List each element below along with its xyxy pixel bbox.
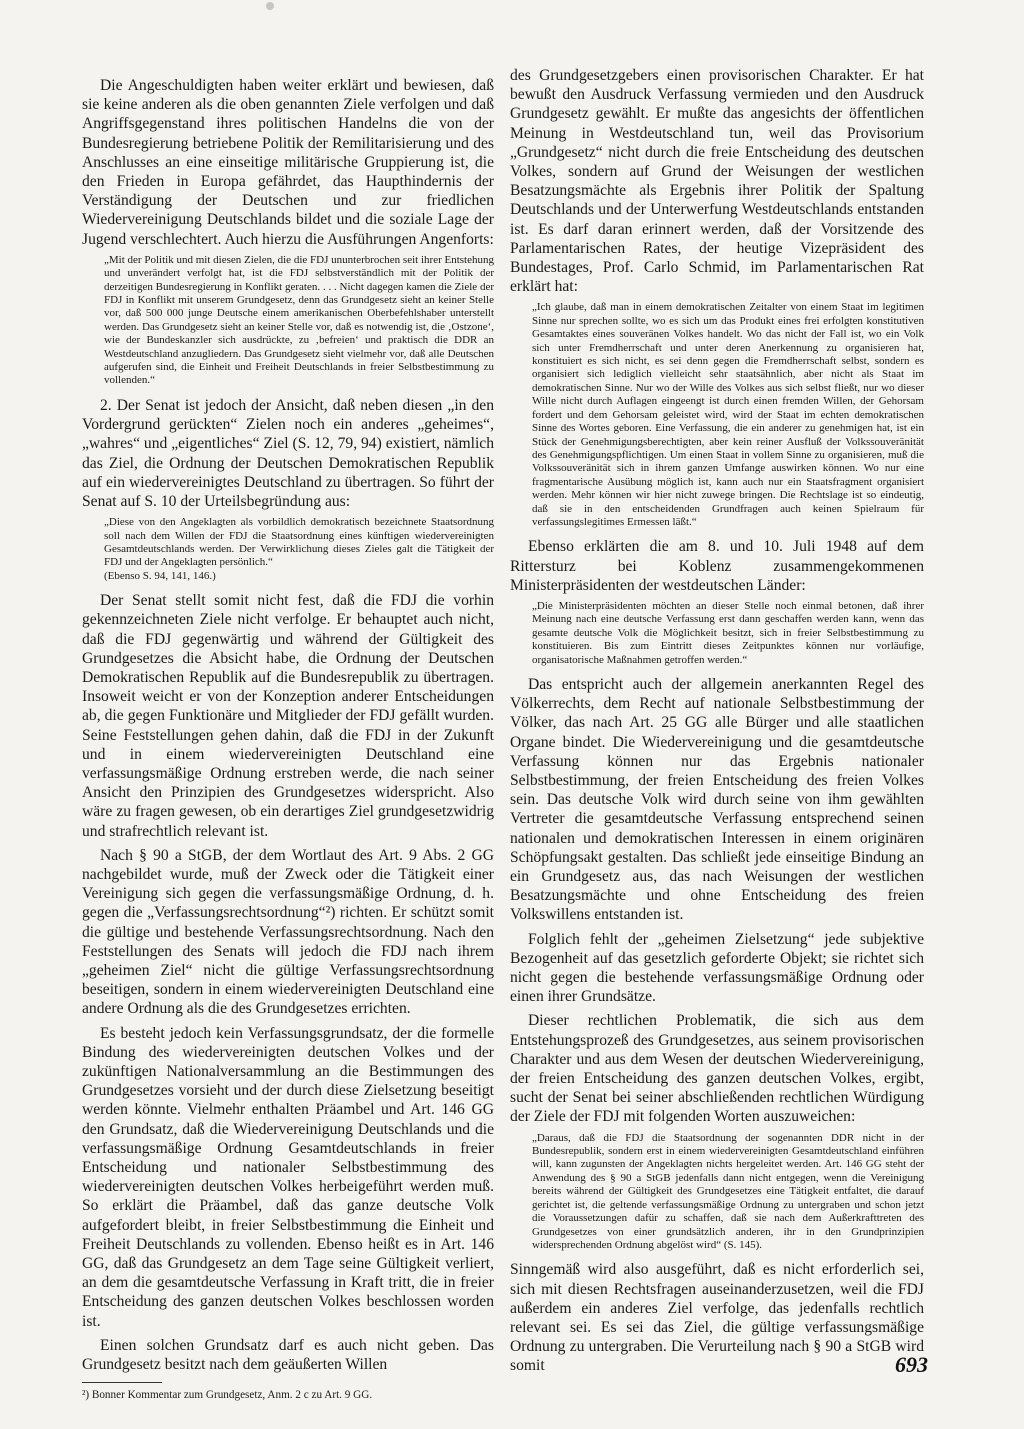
quote-text: „Diese von den Angeklagten als vorbildlich demokratisch bezeichnete Staatsordnung soll nach dem Willen der FDJ die Staatsordnung eines künftigen wiedervereinigten Gesamtdeutschlands werden. Der Verwirklichung dieses Zieles galt die Tätigkeit der FDJ und der Angeklagten persönlich.“ bbox=[104, 516, 494, 569]
paragraph: 2. Der Senat ist jedoch der Ansicht, daß neben diesen „in den Vordergrund gerückten“ Zielen noch ein anderes „geheimes“, „wahres“ und „eigentliches“ Ziel (S. 12, 79, 94) existiert, nämlich das Ziel, die Ordnung der Deutschen Demokratischen Republik auf ein wiedervereinigtes Deutschland zu übertragen. So führt der Senat auf S. 10 der Urteilsbegründung aus: bbox=[82, 396, 494, 510]
paragraph: Der Senat stellt somit nicht fest, daß die FDJ die vorhin gekennzeichneten Ziele nicht verfolge. Er behauptet auch nicht, daß die FDJ gegenwärtig und während der Gültigkeit des Grundgesetzes die Absicht habe, die Ordnung der Deutschen Demokratischen Republik auf die Bundesrepublik zu übertragen. Insoweit weicht er von der Konzeption anderer Entscheidungen ab, die gegen Funktionäre und Mitglieder der FDJ gefällt wurden. Seine Feststellungen gehen dahin, daß die FDJ in der Zukunft und in einem wiedervereinigten Deutschland eine verfassungsmäßige Ordnung erstreben werde, die nach seiner Ansicht den Prinzipien des Grundgesetzes widerspricht. Also wäre zu fragen gewesen, ob ein derartiges Ziel grundgesetzwidrig und strafrechtlich relevant ist. bbox=[82, 592, 494, 840]
paragraph: Sinngemäß wird also ausgeführt, daß es nicht erforderlich sei, sich mit diesen Rechtsfragen auseinanderzusetzen, weil die FDJ außerdem ein anderes Ziel verfolge, das jedenfalls rechtlich relevant sei. Es sei das Ziel, die gültige verfassungsmäßige Ordnung zu untergraben. Die Verurteilung nach § 90 a StGB wird somit bbox=[510, 1261, 924, 1375]
page-number: 693 bbox=[895, 1352, 928, 1377]
block-quote: „Mit der Politik und mit diesen Zielen, die die FDJ ununterbrochen seit ihrer Entstehung und unverändert verfolgt hat, ist die FDJ selbstverständlich mit der Politik der derzeitigen Bundesregierung in Konflikt geraten. . . . Nicht dagegen kamen die Ziele der FDJ in Konflikt mit unserem Grundgesetz, denn das Grundgesetz sieht an keiner Stelle vor, daß 500 000 junge Deutsche einem amerikanischen Oberbefehlshaber unterstellt werden. Das Grundgesetz sieht an keiner Stelle vor, daß es notwendig ist, die ‚Ostzone‘, wie der Bundeskanzler sich ausdrückte, zu ‚befreien‘ und praktisch die DDR an Westdeutschland anzugliedern. Das Grundgesetz sieht vielmehr vor, daß alle Deutschen aufgerufen sind, die Einheit und Freiheit Deutschlands in freier Selbstbestimmung zu vollenden.“ bbox=[104, 253, 494, 387]
block-quote bbox=[82, 516, 494, 583]
paragraph: Es besteht jedoch kein Verfassungsgrundsatz, der die formelle Bindung des wiedervereinigten deutschen Volkes und der zukünftigen Nationalversammlung an die Bestimmungen des Grundgesetzes vorsieht und der durch diese Zielsetzung beseitigt werden könnte. Vielmehr enthalten Präambel und Art. 146 GG den Grundsatz, daß die Wiedervereinigung Deutschlands und die verfassungsmäßige Ordnung Gesamtdeutschlands in freier Entscheidung und nationaler Selbstbestimmung des wiedervereinigten deutschen Volkes herbeigeführt werden muß. So erklärt die Präambel, daß das ganze deutsche Volk aufgefordert bleibt, in freier Selbstbestimmung die Einheit und Freiheit Deutschlands zu vollenden. Ebenso heißt es in Art. 146 GG, daß das Grundgesetz an dem Tage seine Gültigkeit verliert, an dem die gesamtdeutsche Verfassung in Kraft tritt, die in freier Entscheidung des ganzen deutschen Volkes beschlossen worden ist. bbox=[82, 1024, 494, 1330]
footnote-divider bbox=[82, 1382, 162, 1383]
quote-source: (Ebenso S. 94, 141, 146.) bbox=[104, 569, 216, 582]
paragraph: Folglich fehlt der „geheimen Zielsetzung“ jede subjektive Bezogenheit auf das gesetzlich geforderte Objekt; sie richtet sich nicht gegen die bestehende verfassungsmäßige Ordnung oder einen ihrer Grundsätze. bbox=[510, 930, 924, 1006]
paragraph: Dieser rechtlichen Problematik, die sich aus dem Entstehungsprozeß des Grundgesetzes, aus seinem provisorischen Charakter und aus dem Wesen der deutschen Wiedervereinigung, der freien Entscheidung des ganzen deutschen Volkes, ergibt, sucht der Senat bei seiner abschließenden rechtlichen Würdigung der Ziele der FDJ mit folgenden Worten auszuweichen: bbox=[510, 1012, 924, 1126]
paragraph: des Grundgesetzgebers einen provisorischen Charakter. Er hat bewußt den Ausdruck Verfassung vermieden und den Ausdruck Grundgesetz gewählt. Er mußte das angesichts der öffentlichen Meinung in Westdeutschland tun, weil das Provisorium „Grundgesetz“ nicht durch die freie Entscheidung des deutschen Volkes, sondern auf Grund der Weisungen der westlichen Besatzungsmächte als Ergebnis ihrer Politik der Spaltung Deutschlands und der Unterwerfung Westdeutschlands entstanden ist. Es darf daran erinnert werden, daß der Vorsitzende des Parlamentarischen Rates, der heutige Vizepräsident des Bundestages, Prof. Carlo Schmid, im Parlamentarischen Rat erklärt hat: bbox=[510, 67, 924, 296]
block-quote: „Die Ministerpräsidenten möchten an dieser Stelle noch einmal betonen, daß ihrer Meinung nach eine deutsche Verfassung erst dann geschaffen werden kann, wenn das gesamte deutsche Volk die Möglichkeit besitzt, sich in freier Selbstbestimmung zu konstituieren. Bis zum Eintritt dieses Zeitpunktes können nur vorläufige, organisatorische Maßnahmen getroffen werden.“ bbox=[532, 599, 924, 666]
block-quote: „Ich glaube, daß man in einem demokratischen Zeitalter von einem Staat im legitimen Sinne nur sprechen sollte, wo es sich um das Produkt eines frei erfolgten konstitutiven Gesamtaktes eines souveränen Volkes handelt. Wo das nicht der Fall ist, wo ein Volk sich unter Fremdherrschaft und unter deren Anerkennung zu organisieren hat, konstituiert es sich nicht, es sei denn gegen die Fremdherrschaft selbst, sondern es organisiert sich lediglich vielleicht sehr staatsähnlich, aber nicht als Staat im demokratischen Sinne. Nur wo der Wille des Volkes aus sich selbst fließt, nur wo dieser Wille nicht durch Auflagen eingeengt ist durch einen fremden Willen, der Gehorsam fordert und dem Gehorsam geleistet wird, wird der Staat im echten demokratischen Sinne des Wortes geboren. Eine Verfassung, die ein anderer zu genehmigen hat, ist ein Stück der Genehmigungsberechtigten, aber kein reiner Ausfluß der Volkssouveränität des Genehmigungspflichtigen. Um einen Staat in vollem Sinne zu organisieren, muß die Volkssouveränität sich in ihrem ganzen Umfange auswirken können. Wo nur eine fragmentarische Ausübung möglich ist, kann auch nur ein Staatsfragment organisiert werden. Mehr können wir hier nicht zuwege bringen. Die Rechtslage ist so eindeutig, daß sie in den entscheidenden Grundfragen auch keinen Spielraum für verfassungslegitimes Ermessen läßt.“ bbox=[532, 301, 924, 528]
paragraph: Nach § 90 a StGB, der dem Wortlaut des Art. 9 Abs. 2 GG nachgebildet wurde, muß der Zweck oder die Tätigkeit einer Vereinigung sich gegen die verfassungsmäßige Ordnung, d. h. gegen die „Verfassungsrechtsordnung“²) richten. Er schützt somit die gültige und bestehende Verfassungsrechtsordnung. Nach den Feststellungen des Senats will jedoch die FDJ nach ihrem „geheimen Ziel“ nicht die gültige Verfassungsrechtsordnung beseitigen, sondern in einem wiedervereinigten Deutschland eine andere Ordnung als die des Grundgesetzes errichten. bbox=[82, 846, 494, 1018]
paragraph: Ebenso erklärten die am 8. und 10. Juli 1948 auf dem Rittersturz bei Koblenz zusammengekommenen Ministerpräsidenten der westdeutschen Länder: bbox=[510, 538, 924, 594]
footnote: ²) Bonner Kommentar zum Grundgesetz, Anm. 2 c zu Art. 9 GG. bbox=[82, 1389, 373, 1402]
block-quote: „Daraus, daß die FDJ die Staatsordnung der sogenannten DDR nicht in der Bundesrepublik, sondern erst in einem wiedervereinigten Gesamtdeutschland einführen will, kann zugunsten der Angeklagten nichts hergeleitet werden. Art. 146 GG steht der Anwendung des § 90 a StGB jedenfalls dann nicht entgegen, wenn die Vereinigung bereits während der Gültigkeit des Grundgesetzes eine Tätigkeit entfaltet, die darauf gerichtet ist, die geltende verfassungsmäßige Ordnung zu untergraben und schon jetzt die Voraussetzungen dafür zu schaffen, daß sie nach dem Außerkrafttreten des Grundgesetzes von einer grundsätzlich anderen, ihr in den Grundprinzipien widersprechenden Ordnung abgelöst wird“ (S. 145). bbox=[532, 1131, 924, 1251]
scan-speck bbox=[266, 2, 274, 10]
paragraph: Das entspricht auch der allgemein anerkannten Regel des Völkerrechts, dem Recht auf nationale Selbstbestimmung der Völker, das nach Art. 25 GG alle Bürger und alle staatlichen Organe bindet. Die Wiedervereinigung und die gesamtdeutsche Verfassung können nur das Ergebnis nationaler Selbstbestimmung, der freien Entscheidung des freien Volkes sein. Das deutsche Volk wird durch seine von ihm gewählten Vertreter die gesamtdeutsche Verfassung entsprechend seinen nationalen und demokratischen Interessen in einem originären Schöpfungsakt gestalten. Das schließt jede einseitige Bindung an ein Grundgesetz aus, das nach Weisungen der westlichen Besatzungsmächte und ohne Entscheidung des freien Volkswillens entstanden ist. bbox=[510, 675, 924, 924]
paragraph: Einen solchen Grundsatz darf es auch nicht geben. Das Grundgesetz besitzt nach dem geäußerten Willen bbox=[82, 1336, 494, 1374]
paragraph: Die Angeschuldigten haben weiter erklärt und bewiesen, daß sie keine anderen als die oben genannten Ziele verfolgen und daß Angriffsgegenstand ihres politischen Handelns die von der Bundesregierung betriebene Politik der Remilitarisierung und des Anschlusses an eine einseitige militärische Gruppierung ist, die den Frieden in Europa gefährdet, das Haupthindernis der Verständigung der Deutschen und zur friedlichen Wiedervereinigung Deutschlands bildet und die soziale Lage der Jugend verschlechtert. Auch hierzu die Ausführungen Angenforts: bbox=[82, 77, 494, 248]
left-column bbox=[82, 76, 494, 1403]
right-column bbox=[510, 66, 924, 1381]
